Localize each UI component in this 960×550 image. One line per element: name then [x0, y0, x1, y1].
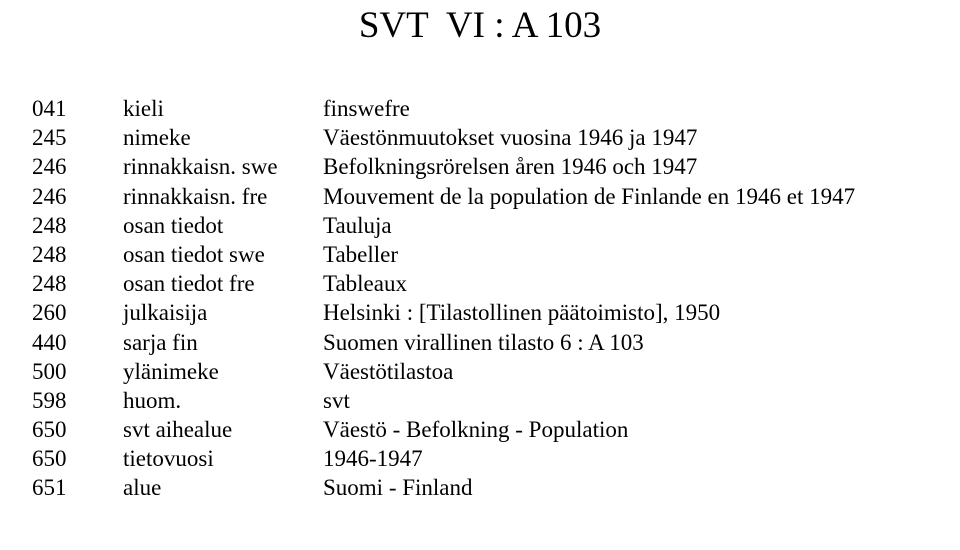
field-name: tietovuosi — [123, 446, 214, 472]
field-value: Väestö - Befolkning - Population — [323, 417, 629, 443]
field-value: svt — [323, 387, 350, 413]
record-row-651-alue — [0, 473, 960, 502]
field-name: huom. — [123, 387, 182, 413]
record-row-248-swe — [0, 240, 960, 269]
record-row-246-swe — [0, 152, 960, 181]
record-row-248-osan-tiedot — [0, 211, 960, 240]
field-value: Helsinki : [Tilastollinen päätoimisto], 1950 — [323, 300, 721, 326]
field-name: rinnakkaisn. swe — [123, 154, 278, 180]
record-row-246-fre — [0, 182, 960, 211]
field-code: 440 — [32, 329, 67, 355]
field-value: Väestötilastoa — [323, 358, 454, 384]
field-name: osan tiedot — [123, 212, 224, 238]
field-name: kieli — [123, 96, 164, 121]
field-name: rinnakkaisn. fre — [123, 183, 268, 209]
field-value: Väestönmuutokset vuosina 1946 ja 1947 — [323, 125, 698, 151]
field-code: 041 — [32, 96, 67, 121]
field-value: 1946-1947 — [323, 446, 423, 472]
field-code: 246 — [32, 154, 67, 180]
record-row-260-julkaisija — [0, 298, 960, 327]
field-value: Tabeller — [323, 241, 399, 267]
record-list — [0, 94, 960, 503]
record-row-041-kieli — [0, 94, 960, 123]
field-value: Tauluja — [323, 212, 392, 238]
field-code: 248 — [32, 212, 67, 238]
field-value: Tableaux — [323, 271, 407, 297]
record-row-248-fre — [0, 269, 960, 298]
field-code: 651 — [32, 475, 67, 501]
record-row-440-sarja — [0, 328, 960, 357]
record-row-500-ylanimeke — [0, 357, 960, 386]
field-code: 246 — [32, 183, 67, 209]
field-value: Befolkningsrörelsen åren 1946 och 1947 — [323, 154, 698, 180]
field-name: alue — [123, 475, 162, 501]
field-code: 650 — [32, 417, 67, 443]
field-value: Mouvement de la population de Finlande en 1946 et 1947 — [323, 183, 856, 209]
field-name: osan tiedot fre — [123, 271, 255, 297]
field-name: nimeke — [123, 125, 191, 151]
field-name: julkaisija — [123, 300, 208, 326]
field-code: 598 — [32, 387, 67, 413]
field-code: 500 — [32, 358, 67, 384]
record-row-245-nimeke — [0, 123, 960, 152]
field-value: Suomen virallinen tilasto 6 : A 103 — [323, 329, 644, 355]
field-name: osan tiedot swe — [123, 241, 265, 267]
field-code: 650 — [32, 446, 67, 472]
field-name: svt aihealue — [123, 417, 233, 443]
field-name: sarja fin — [123, 329, 198, 355]
field-code: 260 — [32, 300, 67, 326]
field-value: Suomi - Finland — [323, 475, 473, 501]
field-code: 248 — [32, 241, 67, 267]
record-row-650-tietovuosi — [0, 444, 960, 473]
field-code: 245 — [32, 125, 67, 151]
record-row-650-aihealue — [0, 415, 960, 444]
field-value: finswefre — [323, 96, 410, 121]
page-title: SVT VI : A 103 — [358, 5, 602, 46]
field-name: ylänimeke — [123, 358, 219, 384]
record-row-598-huom — [0, 386, 960, 415]
field-code: 248 — [32, 271, 67, 297]
